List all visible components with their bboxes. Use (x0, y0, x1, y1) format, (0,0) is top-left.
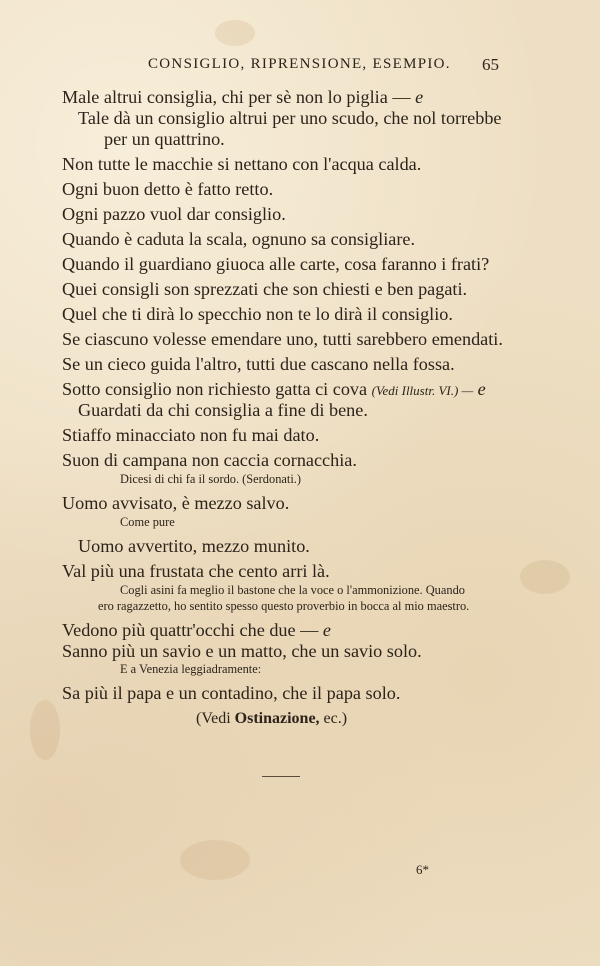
text-line: Quel che ti dirà lo specchio non te lo dirà il consiglio. (62, 304, 453, 324)
text-line: Non tutte le macchie si nettano con l'acqua calda. (62, 154, 422, 174)
text-line: Sa più il papa e un contadino, che il papa solo. (62, 683, 401, 703)
paper-stain (180, 840, 250, 880)
text-line: Quei consigli son sprezzati che son chiesti e ben pagati. (62, 279, 468, 299)
note-line: ero ragazzetto, ho sentito spesso questo proverbio in bocca al mio maestro. (98, 599, 470, 613)
text-line: Ogni pazzo vuol dar consiglio. (62, 204, 286, 224)
text-line: Stiaffo minacciato non fu mai dato. (62, 425, 320, 445)
text-line: per un quattrino. (104, 129, 225, 149)
note-line: E a Venezia leggiadramente: (120, 662, 262, 676)
note-line: Come pure (120, 515, 175, 529)
text-line: Se ciascuno volesse emendare uno, tutti sarebbero emendati. (62, 329, 503, 349)
paper-stain (520, 560, 570, 594)
text-line: Ogni buon detto è fatto retto. (62, 179, 274, 199)
text-line: Se un cieco guida l'altro, tutti due cascano nella fossa. (62, 354, 455, 374)
paper-stain (30, 700, 60, 760)
signature-mark: 6* (416, 862, 429, 877)
note-line: Cogli asini fa meglio il bastone che la voce o l'ammonizione. Quando (120, 583, 465, 597)
text-line: Quando il guardiano giuoca alle carte, cosa faranno i frati? (62, 254, 490, 274)
paper-stain (215, 20, 255, 46)
text-line: Uomo avvertito, mezzo munito. (78, 536, 310, 556)
text-line: Uomo avvisato, è mezzo salvo. (62, 493, 290, 513)
page-header (0, 56, 600, 78)
text-line: Tale dà un consiglio altrui per uno scudo, che nol torrebbe (78, 108, 502, 128)
cross-reference: (Vedi Ostinazione, ec.) (196, 710, 348, 727)
page-number: 65 (482, 55, 499, 74)
text-line: Sanno più un savio e un matto, che un savio solo. (62, 641, 422, 661)
text-line: Guardati da chi consiglia a fine di bene. (78, 400, 368, 420)
text-line: Quando è caduta la scala, ognuno sa consigliare. (62, 229, 416, 249)
text-line: Suon di campana non caccia cornacchia. (62, 450, 357, 470)
text-line: Male altrui consiglia, chi per sè non lo piglia — e (62, 87, 424, 107)
running-head: CONSIGLIO, RIPRENSIONE, ESEMPIO. (148, 56, 451, 72)
text-line: Val più una frustata che cento arri là. (62, 561, 330, 581)
note-line: Dicesi di chi fa il sordo. (Serdonati.) (120, 472, 301, 486)
text-line: Sotto consiglio non richiesto gatta ci cova (Vedi Illustr. VI.) — e (62, 379, 486, 399)
section-rule (262, 776, 300, 777)
text-line: Vedono più quattr'occhi che due — e (62, 620, 331, 640)
